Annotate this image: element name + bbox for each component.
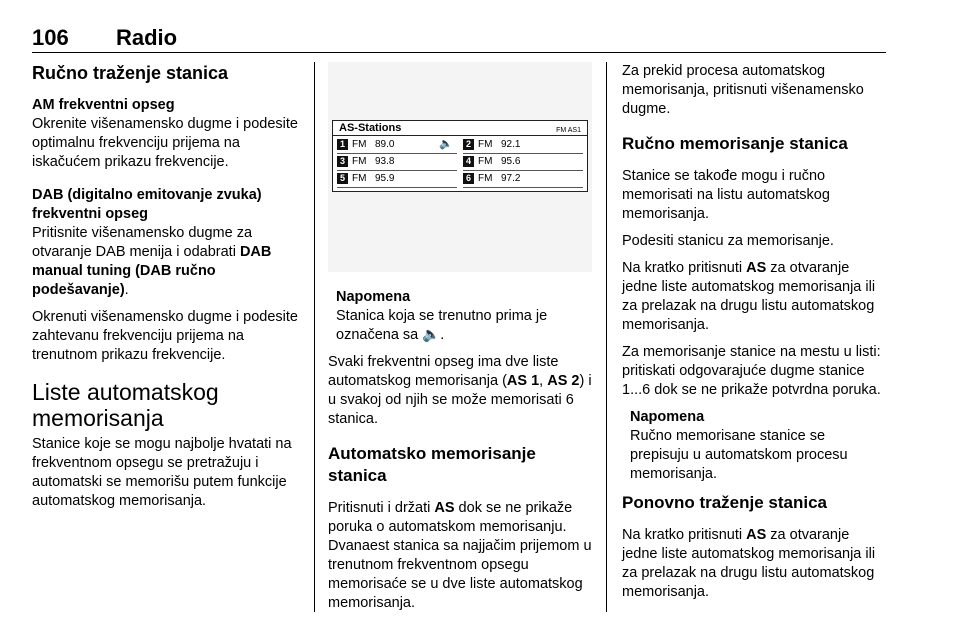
heading-autostore-lists: Liste automatskog memorisanja (32, 379, 219, 431)
paragraph-lists: Svaki frekventni opseg ima dve liste automatskog memorisanja (AS 1, AS 2) i u svakoj od njih se može memorisati 6 stanica. (328, 354, 592, 427)
page-number: 106 (32, 25, 69, 50)
column-divider (606, 62, 607, 612)
paragraph-autostore: Stanice koje se mogu najbolje hvatati na frekventnom opsegu se pretražuju i automatski se memorišu putem funkcije automatskog memorisanja. (32, 436, 292, 509)
column-left (32, 62, 302, 519)
preset-1: 1 FM 89.0 🔈 (337, 138, 457, 154)
paragraph-manual-2: Podesiti stanicu za memorisanje. (622, 233, 834, 249)
subheading-am: AM frekventni opseg (32, 97, 175, 113)
paragraph-manual-3: Na kratko pritisnuti AS za otvaranje jedne liste automatskog memorisanja ili za prelazak na drugu listu automatskog memorisanja. (622, 260, 876, 333)
column-right (622, 62, 886, 610)
paragraph-am: Okrenite višenamensko dugme i podesite optimalnu frekvenciju prijema na iskačućem prikazu frekvencije. (32, 116, 298, 170)
note-title-2: Napomena (630, 409, 705, 425)
paragraph-research: Na kratko pritisnuti AS za otvaranje jedne liste automatskog memorisanja ili za prelazak na drugu listu automatskog memorisanja. (622, 527, 876, 600)
section-title: Radio (116, 25, 178, 50)
preset-2: 2 FM 92.1 (463, 138, 583, 154)
screen-title: AS-Stations (339, 122, 402, 134)
paragraph-abort: Za prekid procesa automatskog memorisanja, pritisnuti višenamensko dugme. (622, 63, 864, 117)
heading-manual-search: Ručno traženje stanica (32, 63, 229, 83)
paragraph-dab-2: Okrenuti višenamensko dugme i podesite zahtevanu frekvenciju prijema na trenutnom prikazu frekvencije. (32, 309, 298, 363)
paragraph-manual-4: Za memorisanje stanice na mestu u listi: pritiskati odgovarajuće dugme stanice 1...6 dok se ne prikaže potvrdna poruka. (622, 344, 881, 398)
column-middle (328, 62, 592, 621)
note-text: Stanica koja se trenutno prima je označena sa 🔈. (336, 308, 548, 343)
note-block (328, 288, 592, 345)
paragraph-auto-store: Pritisnuti i držati AS dok se ne prikaže poruka o automatskom memorisanju. Dvanaest stanica sa najjačim prijemom u trenutnom frekventnom opsegu memorisaće se u dve liste automatskog memorisanja. (328, 500, 592, 611)
heading-research: Ponovno traženje stanica (622, 493, 827, 512)
screen-band-tag: FM AS1 (556, 127, 581, 134)
note-title: Napomena (336, 289, 411, 305)
subheading-dab: DAB (digitalno emitovanje zvuka) frekventni opseg (32, 187, 262, 222)
heading-manual-store: Ručno memorisanje stanica (622, 134, 848, 153)
speaker-icon: 🔈 (439, 138, 453, 150)
note-text-2: Ručno memorisane stanice se prepisuju u automatskom procesu memorisanja. (630, 428, 848, 482)
note-block-2 (622, 408, 886, 484)
preset-6: 6 FM 97.2 (463, 172, 583, 188)
radio-screen-image (328, 62, 592, 272)
preset-3: 3 FM 93.8 (337, 155, 457, 171)
paragraph-manual-1: Stanice se takođe mogu i ručno memorisati na listu automatskog memorisanja. (622, 168, 830, 222)
preset-5: 5 FM 95.9 (337, 172, 457, 188)
page-header (32, 22, 886, 53)
as-stations-display (332, 120, 588, 192)
column-divider (314, 62, 315, 612)
preset-4: 4 FM 95.6 (463, 155, 583, 171)
heading-auto-store: Automatsko memorisanje stanica (328, 444, 536, 485)
paragraph-dab: Pritisnite višenamensko dugme za otvaranje DAB menija i odabrati DAB manual tuning (DAB ručno podešavanje). (32, 225, 272, 298)
